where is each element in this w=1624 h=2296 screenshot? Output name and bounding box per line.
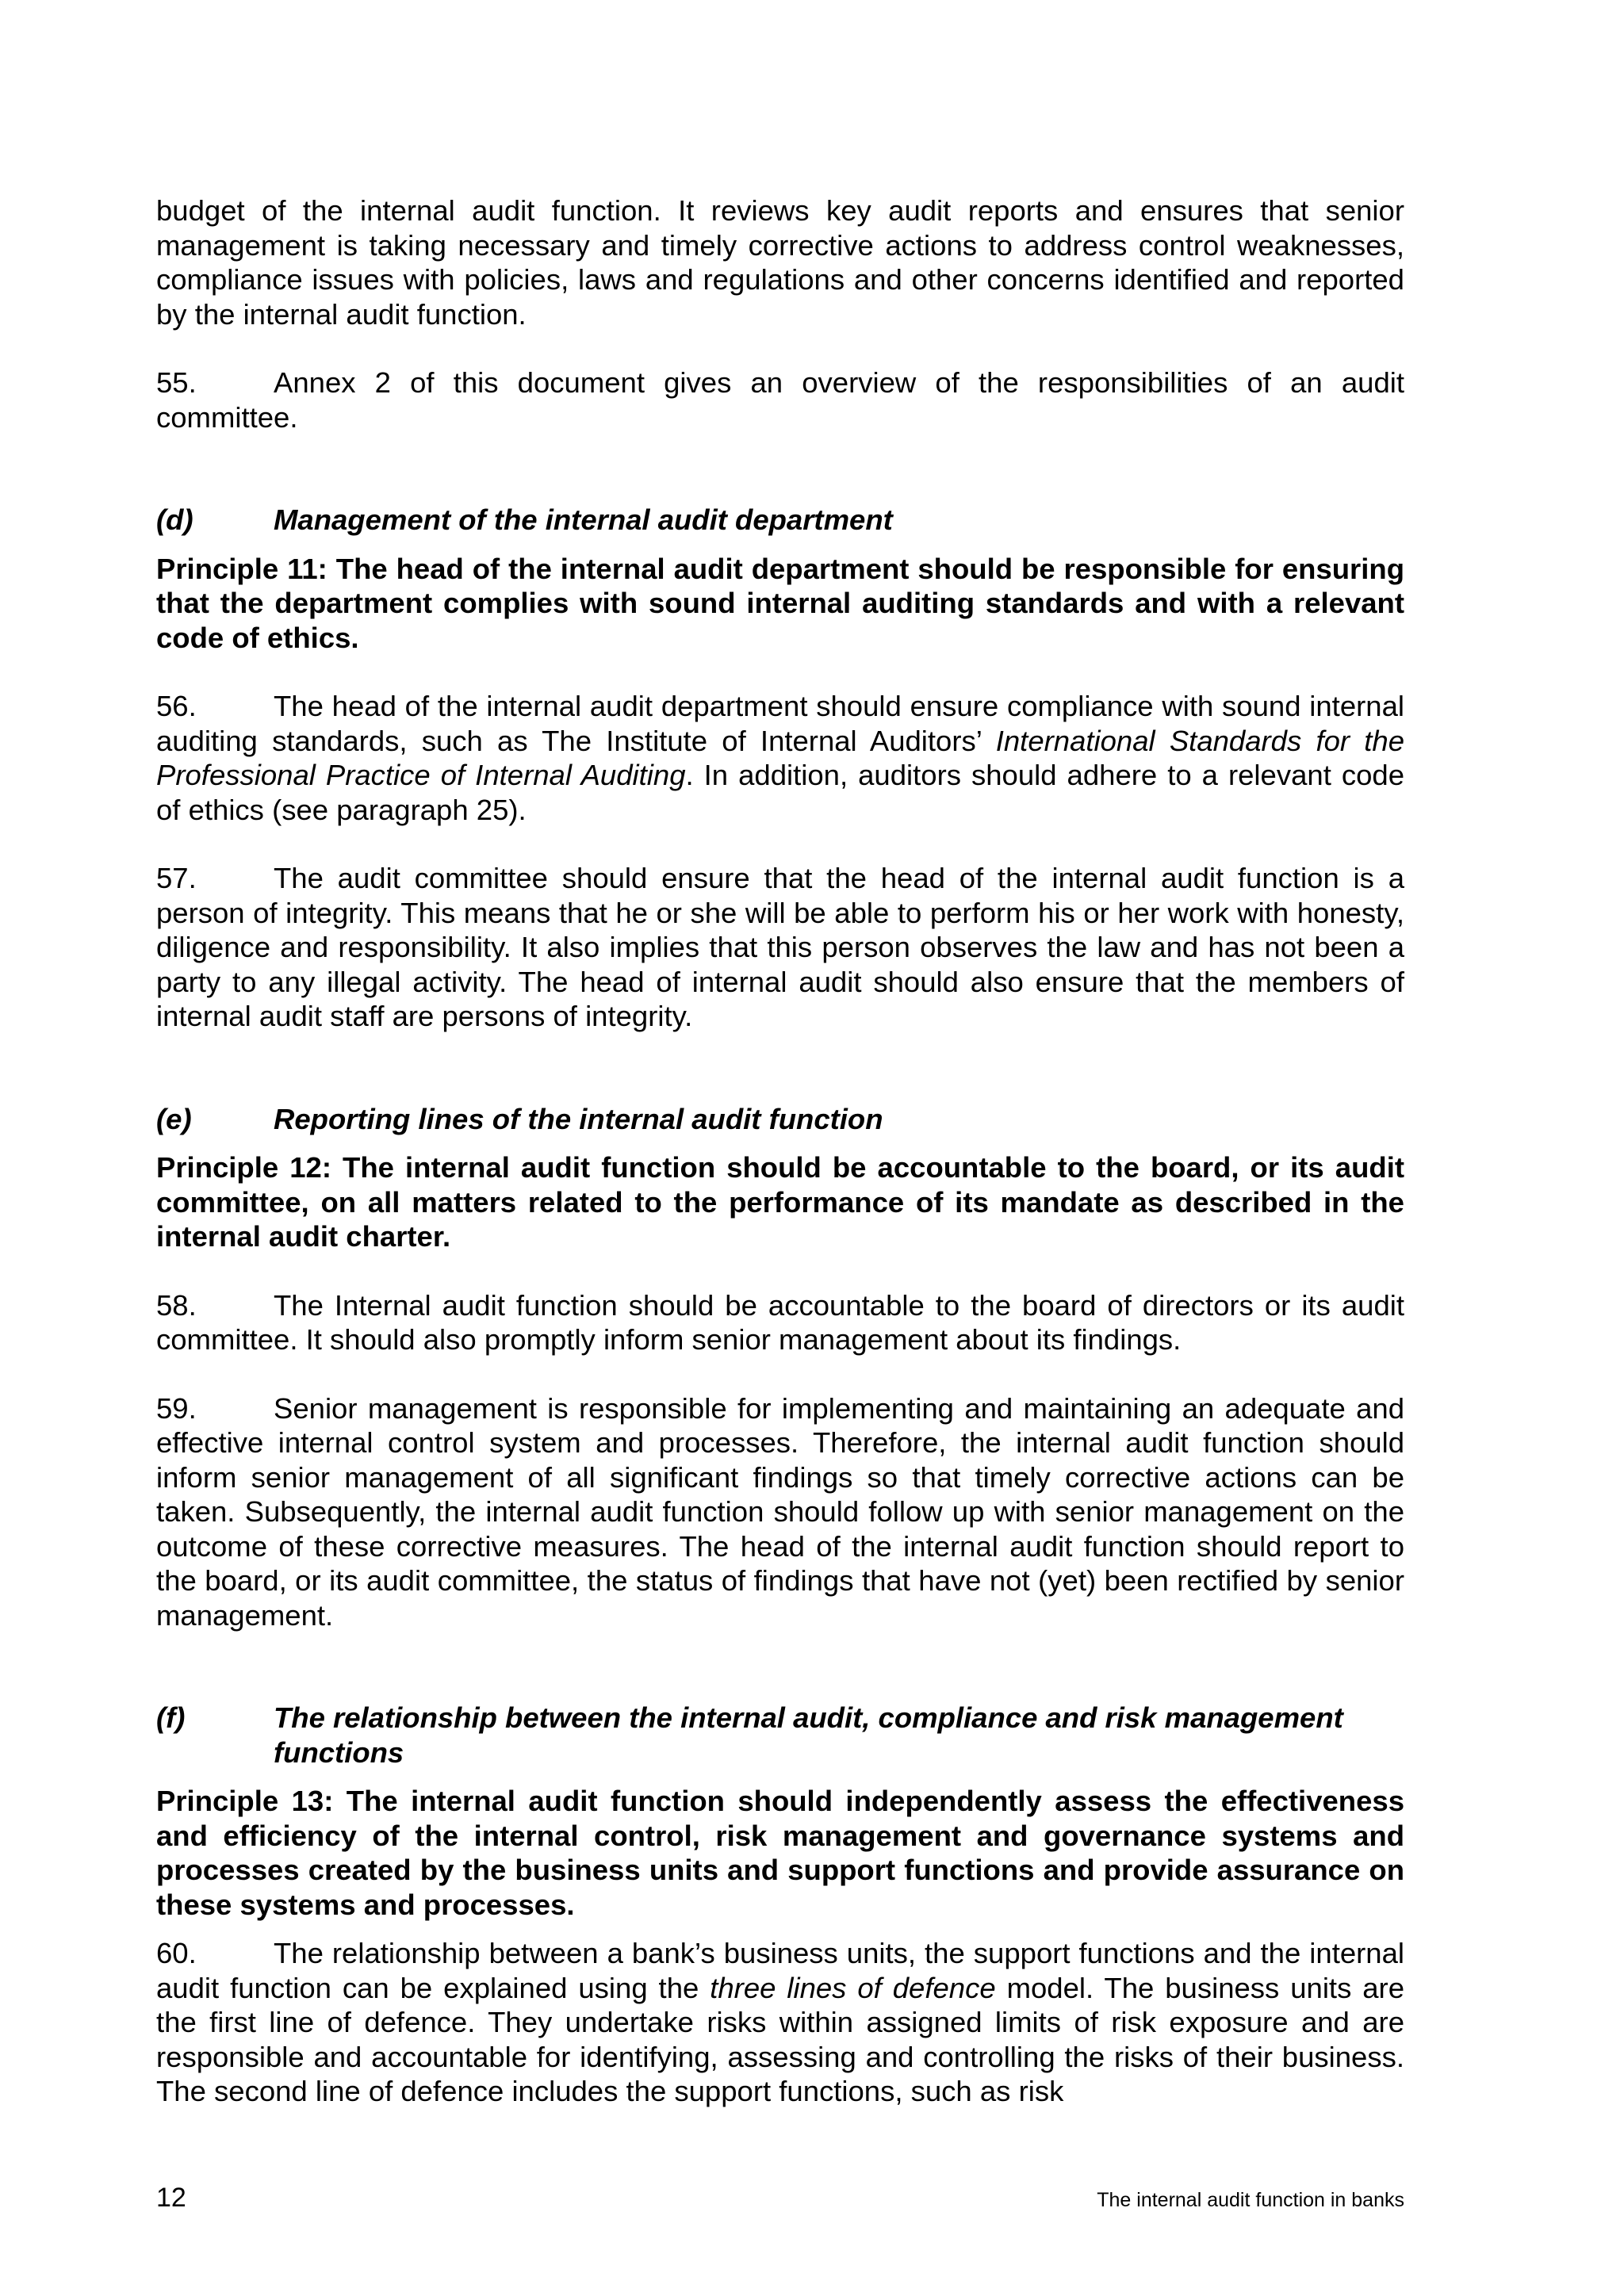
section-title: Management of the internal audit department xyxy=(274,503,893,536)
model-name: three lines of defence xyxy=(710,1971,996,2004)
principle-11: Principle 11: The head of the internal audit department should be responsible for ensuring that the department complies with sound internal auditing standards and with a relevant code of ethics. xyxy=(156,552,1404,654)
section-heading-f xyxy=(156,1701,1404,1770)
section-title: Reporting lines of the internal audit function xyxy=(274,1102,883,1135)
paragraph-number: 56. xyxy=(156,690,197,722)
paragraph-text: Annex 2 of this document gives an overview of the responsibilities of an audit committee. xyxy=(156,366,1404,434)
paragraph-58 xyxy=(156,1288,1404,1357)
section-label: (f) xyxy=(156,1701,186,1734)
principle-12: Principle 12: The internal audit function should be accountable to the board, or its audit committee, on all matters related to the performance of its mandate as described in the internal audit charter. xyxy=(156,1151,1404,1253)
page-number: 12 xyxy=(156,2183,186,2213)
principle-13: Principle 13: The internal audit function should independently assess the effectiveness and efficiency of the internal control, risk management and governance systems and processes created by the business units and support functions and provide assurance on these systems and processes. xyxy=(156,1785,1404,1921)
paragraph-number: 59. xyxy=(156,1391,197,1425)
paragraph-text: The Internal audit function should be accountable to the board of directors or its audit committee. It should also promptly inform senior management about its findings. xyxy=(156,1288,1404,1356)
paragraph-57 xyxy=(156,861,1404,1034)
paragraph-number: 55. xyxy=(156,366,197,399)
paragraph-number: 60. xyxy=(156,1937,197,1969)
standards-title: International Standards for the Professional Practice of Internal Auditing xyxy=(156,724,1404,791)
section-label: (e) xyxy=(156,1102,192,1135)
paragraph-number: 57. xyxy=(156,862,197,894)
footer-document-title: The internal audit function in banks xyxy=(1097,2189,1404,2211)
paragraph-59 xyxy=(156,1391,1404,1633)
continuation-paragraph: budget of the internal audit function. It reviews key audit reports and ensures that senior management is taking necessary and timely corrective actions to address control weaknesses, compliance issues with policies, laws and regulations and other concerns identified and reported by the internal audit function. xyxy=(156,194,1404,331)
section-title: The relationship between the internal audit, compliance and risk management functions xyxy=(274,1701,1343,1769)
paragraph-55 xyxy=(156,365,1404,434)
section-heading-e xyxy=(156,1102,1404,1137)
paragraph-text: The head of the internal audit department should ensure compliance with sound internal auditing standards, such as The Institute of Internal Auditors’ xyxy=(156,690,1404,757)
paragraph-text: Senior management is responsible for implementing and maintaining an adequate and effective internal control system and processes. Therefore, the internal audit function should inform senior management of all significant findings so that timely corrective actions can be taken. Subsequently, the internal audit function should follow up with senior management on the outcome of these corrective measures. The head of the internal audit function should report to the board, or its audit committee, the status of findings that have not (yet) been rectified by senior management. xyxy=(156,1391,1404,1632)
paragraph-text-end: . In addition, auditors should adhere to a relevant code of ethics (see paragraph 25). xyxy=(156,759,1404,826)
section-heading-d xyxy=(156,503,1404,538)
paragraph-56 xyxy=(156,689,1404,827)
paragraph-text: The audit committee should ensure that the head of the internal audit function is a person of integrity. This means that he or she will be able to perform his or her work with honesty, diligence and responsibility. It also implies that this person observes the law and has not been a party to any illegal activity. The head of internal audit should also ensure that the members of internal audit staff are persons of integrity. xyxy=(156,862,1404,1032)
paragraph-number: 58. xyxy=(156,1288,197,1322)
document-body xyxy=(156,193,1404,2143)
paragraph-text-end: model. The business units are the first line of defence. They undertake risks within assigned limits of risk exposure and are responsible and accountable for identifying, assessing and controlling the risks of their business. The second line of defence includes the support functions, such as risk xyxy=(156,1971,1405,2107)
paragraph-60 xyxy=(156,1936,1404,2109)
section-label: (d) xyxy=(156,503,193,536)
paragraph-text: The relationship between a bank’s business units, the support functions and the internal audit function can be explained using the xyxy=(156,1937,1404,2004)
